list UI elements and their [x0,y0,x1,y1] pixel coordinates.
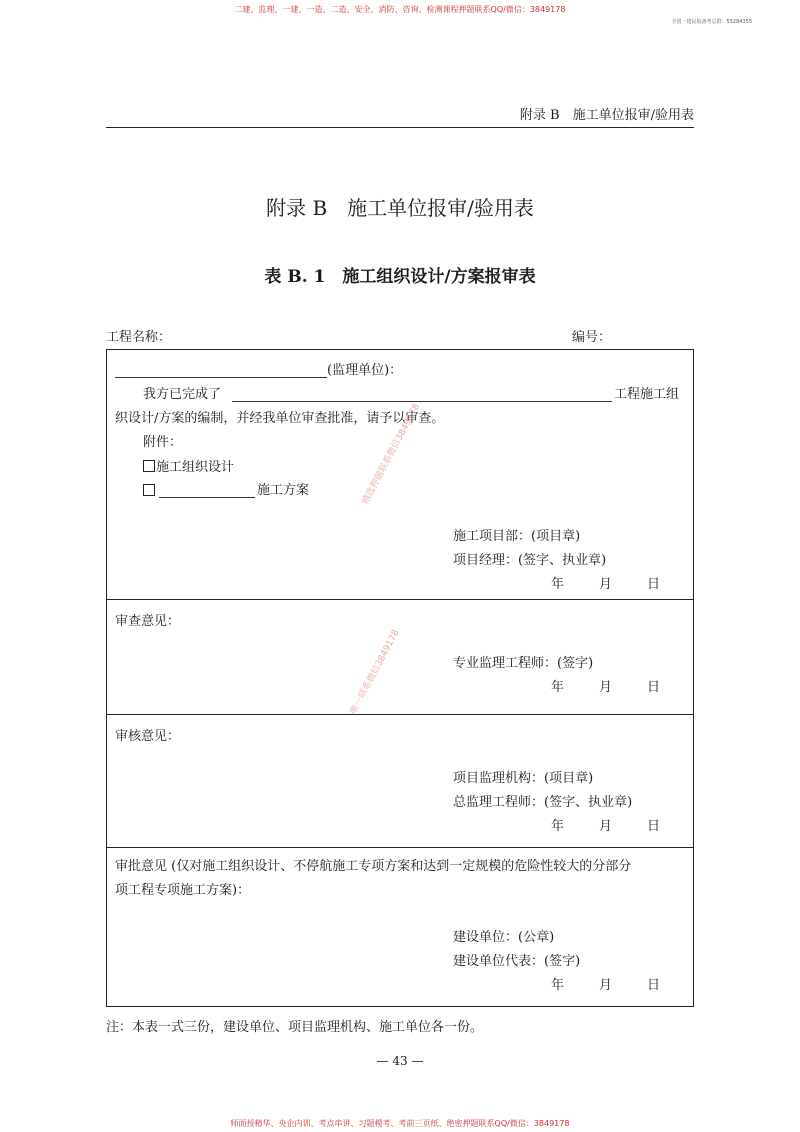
year-label: 年 [551,819,565,834]
year-label: 年 [551,577,565,592]
review-section [107,599,693,717]
approval-opinion-label-cont: 项工程专项施工方案)： [115,883,251,898]
chief-engineer-sign: 总监理工程师：(签字、执业章) [453,795,633,810]
completed-prefix: 我方已完成了 [143,387,222,402]
checkbox-icon [143,460,155,472]
supervisor-unit-suffix: (监理单位)： [327,363,403,378]
submission-section [107,350,693,599]
month-label: 月 [599,978,613,993]
owner-seal: 建设单位：(公章) [453,930,555,945]
project-manager-sign: 项目经理：(签字、执业章) [453,553,607,568]
checkbox-icon [143,484,155,496]
number-label: 编号： [572,330,612,345]
compilation-statement: 织设计/方案的编制，并经我单位审查批准，请予以审查。 [115,411,445,426]
day-label: 日 [647,978,661,993]
watermark: 精选押题联系微信3849178 [360,402,423,507]
watermark: 唯一联系微信3849178 [348,628,402,717]
project-dept-seal: 施工项目部：(项目章) [453,529,581,544]
day-label: 日 [647,680,661,695]
month-label: 月 [599,680,613,695]
supervisor-unit-blank[interactable] [115,377,327,378]
owner-rep-sign: 建设单位代表：(签字) [453,954,581,969]
footnote: 注：本表一式三份，建设单位、项目监理机构、施工单位各一份。 [106,1020,484,1035]
plan-name-blank[interactable] [159,497,255,498]
year-label: 年 [551,680,565,695]
approval-opinion-label: 审批意见 (仅对施工组织设计、不停航施工专项方案和达到一定规模的危险性较大的分部分 [115,859,632,874]
supervision-org-seal: 项目监理机构：(项目章) [453,771,594,786]
specialist-engineer-sign: 专业监理工程师：(签字) [453,656,594,671]
attachments-label: 附件： [143,435,183,450]
top-banner: 二建、监理、一建、一造、二造、安全、消防、咨询、检测课程押题联系QQ/微信：3849178 [234,5,566,14]
table-title: 表 B. 1 施工组织设计/方案报审表 [264,267,536,287]
project-name-blank[interactable] [232,401,612,402]
review-opinion-label: 审查意见： [115,614,181,629]
option-construction-plan[interactable] [143,484,156,498]
audit-opinion-label: 审核意见： [115,729,181,744]
audit-section [107,714,693,847]
header-rule [106,127,694,128]
running-head: 附录 B 施工单位报审/验用表 [519,108,694,123]
plan-suffix: 施工方案 [257,483,310,498]
page-number: — 43 — [376,1054,424,1068]
completed-suffix: 工程施工组 [614,387,680,402]
approval-section [107,847,693,1006]
day-label: 日 [647,819,661,834]
day-label: 日 [647,577,661,592]
top-right-note: 全国一建民航备考总群：55284355 [671,19,752,25]
option-construction-design[interactable]: 施工组织设计 [143,460,234,474]
month-label: 月 [599,577,613,592]
year-label: 年 [551,978,565,993]
month-label: 月 [599,819,613,834]
project-name-label: 工程名称： [106,330,172,345]
bottom-banner: 师面授精华、央企内训、考点串讲、习题模考、考前三页纸、绝密押题联系QQ/微信：3849178 [230,1119,570,1128]
appendix-title: 附录 B 施工单位报审/验用表 [266,196,534,220]
